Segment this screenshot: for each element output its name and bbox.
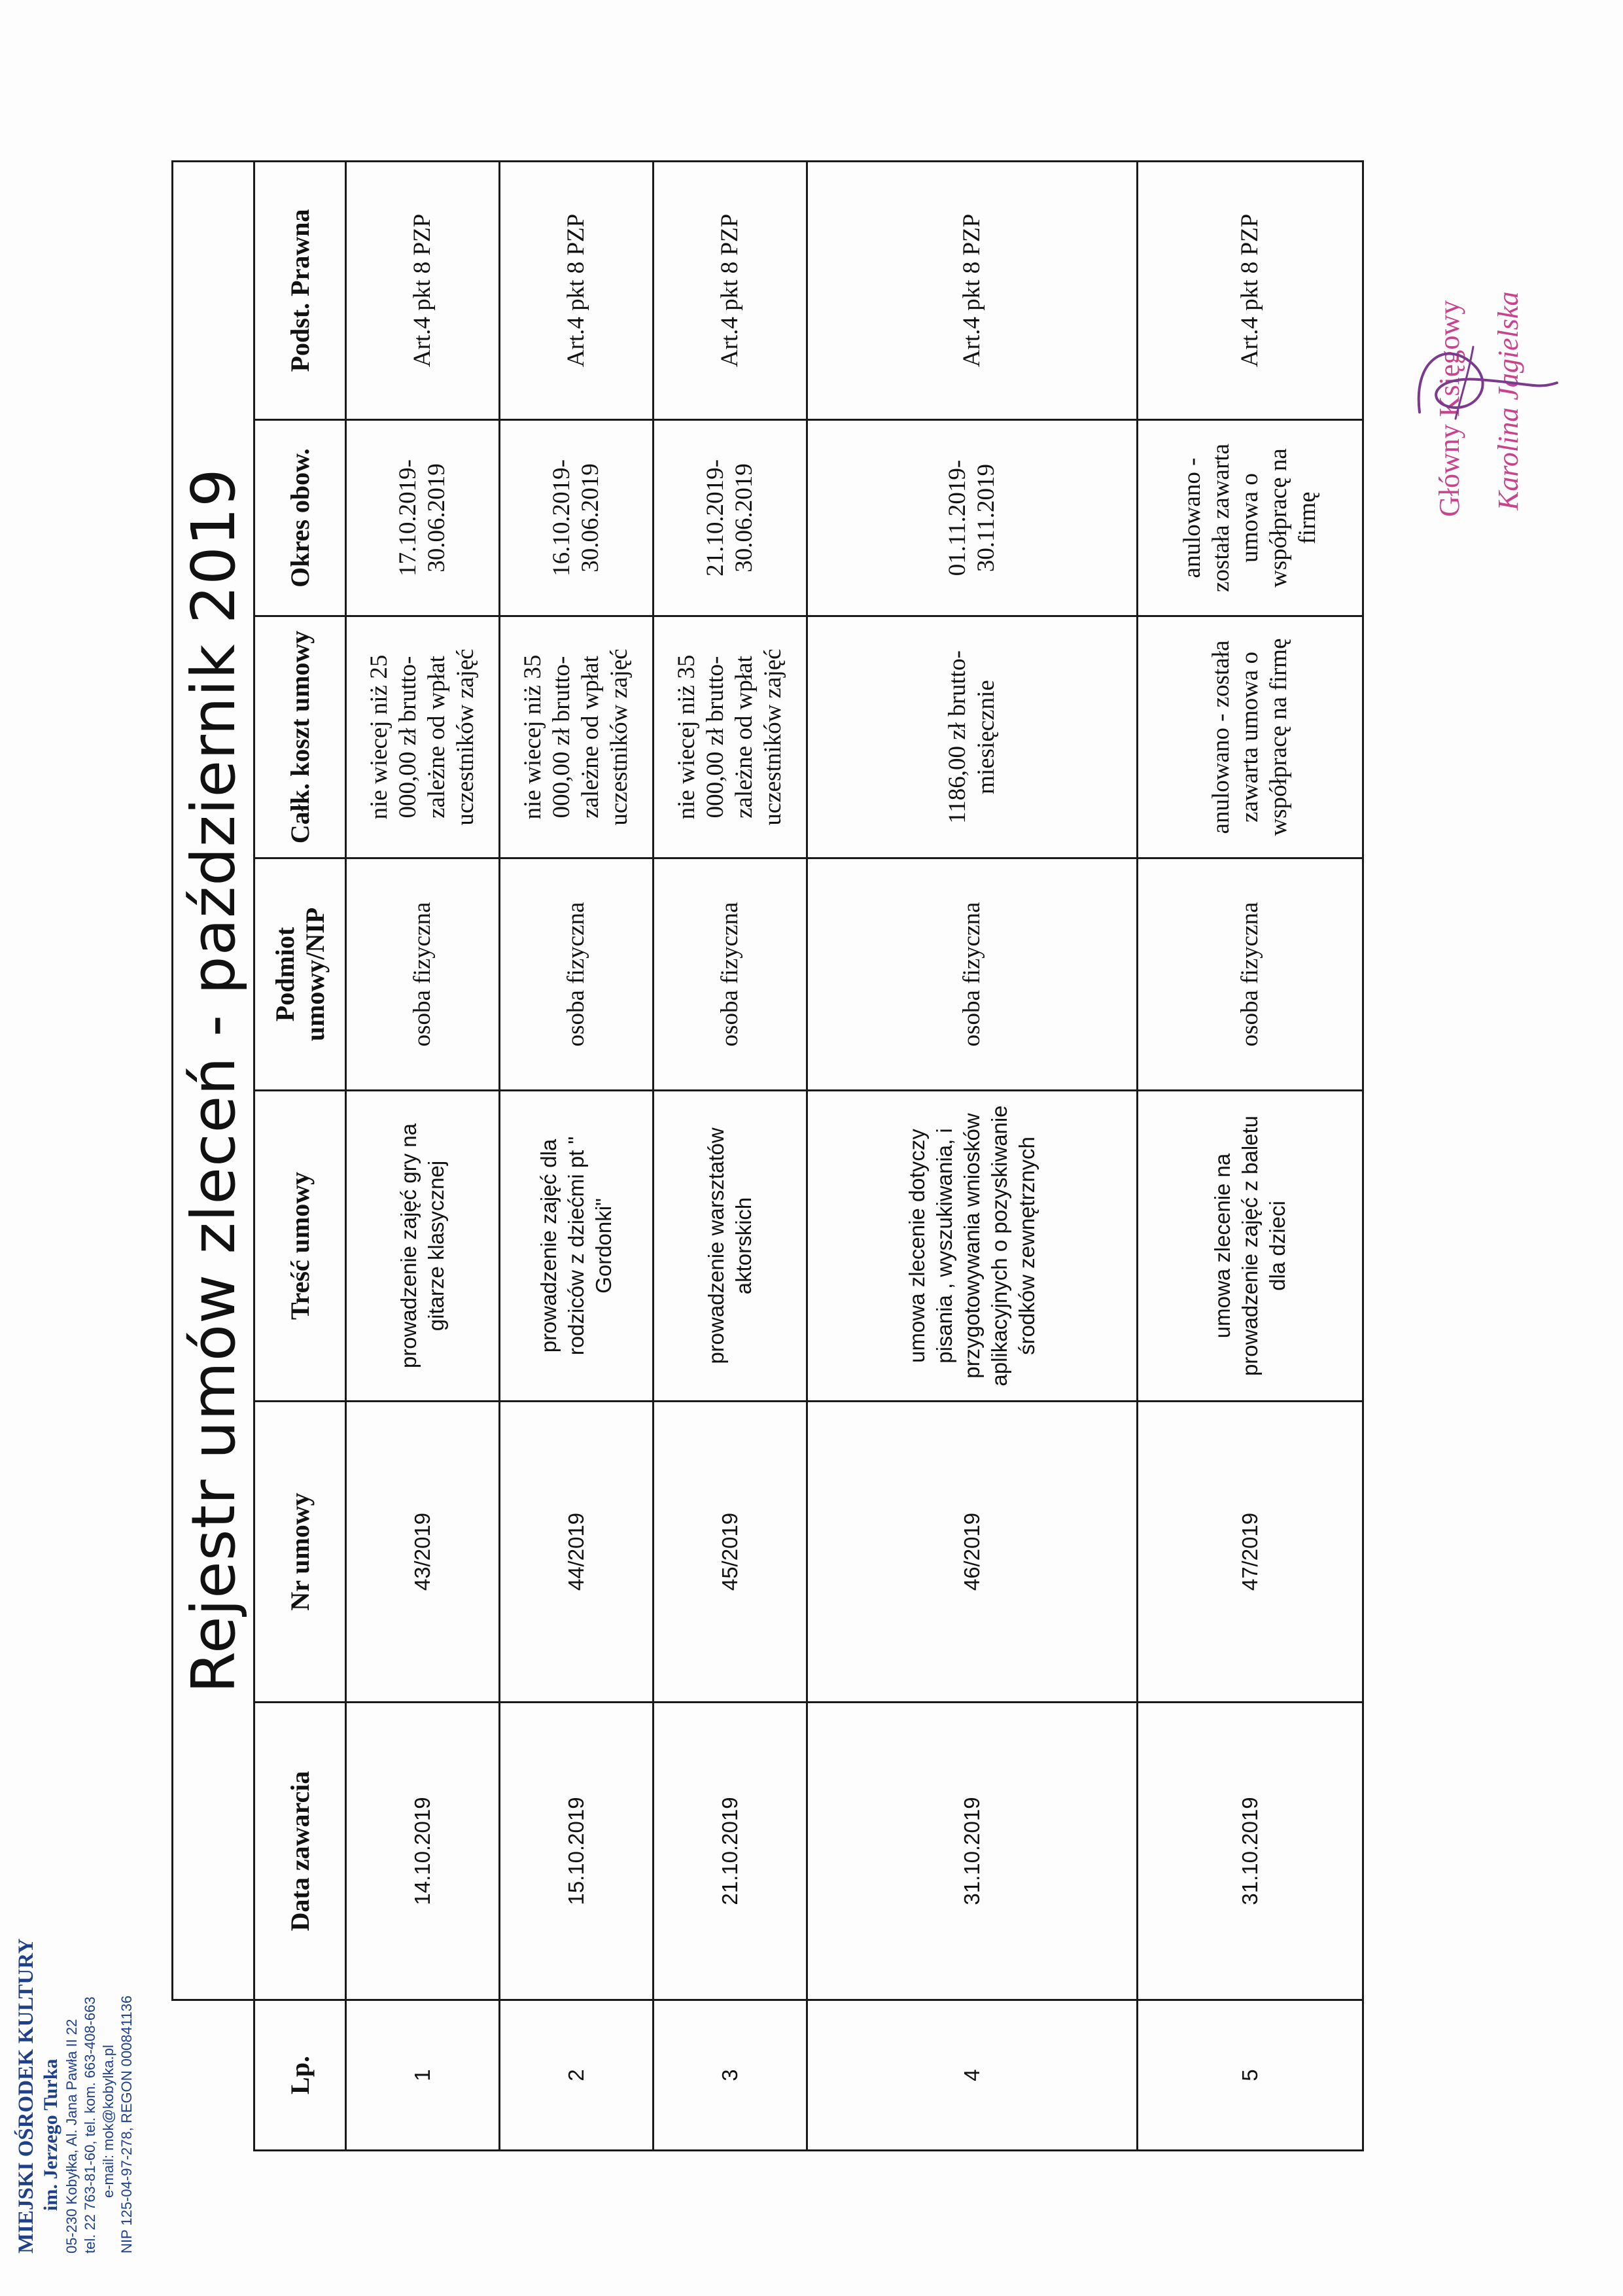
cell-nr: 45/2019 — [654, 1402, 807, 1703]
header-row — [254, 161, 346, 2150]
stamp-email: e-mail: mok@kobylka.pl — [100, 2045, 116, 2198]
cell-podstawa: Art.4 pkt 8 PZP — [346, 161, 500, 419]
cell-nr: 44/2019 — [500, 1402, 654, 1703]
cell-nr: 47/2019 — [1138, 1402, 1363, 1703]
cell-podstawa: Art.4 pkt 8 PZP — [807, 161, 1138, 419]
signature-name: Karolina Jagielska — [1492, 291, 1524, 510]
header-tresc-umowy: Treść umowy — [254, 1091, 346, 1402]
cell-podstawa: Art.4 pkt 8 PZP — [500, 161, 654, 419]
signature-stroke — [1456, 347, 1473, 419]
cell-lp: 4 — [807, 2000, 1138, 2151]
cell-nr: 46/2019 — [807, 1402, 1138, 1703]
institution-stamp — [0, 1900, 183, 2296]
cell-tresc: prowadzenie zajęć gry na gitarze klasycznej — [346, 1091, 500, 1402]
cell-podmiot: osoba fizyczna — [1138, 858, 1363, 1091]
register-table — [171, 160, 1364, 2151]
cell-tresc: prowadzenie warsztatów aktorskich — [654, 1091, 807, 1402]
table-row — [500, 161, 654, 2150]
table-row — [807, 161, 1138, 2150]
cell-okres: 01.11.2019-30.11.2019 — [807, 420, 1138, 616]
cell-koszt: 1186,00 zł brutto- miesięcznie — [807, 616, 1138, 858]
cell-data: 21.10.2019 — [654, 1703, 807, 2000]
stamp-ids: NIP 125-04-97-278, REGON 000841136 — [118, 1995, 135, 2253]
header-podmiot: Podmiot umowy/NIP — [254, 858, 346, 1091]
accountant-signature — [1321, 249, 1609, 523]
header-lp: Lp. — [254, 2000, 346, 2151]
cell-koszt: anulowano - została zawarta umowa o współpracę na firmę — [1138, 616, 1363, 858]
cell-data: 15.10.2019 — [500, 1703, 654, 2000]
cell-okres: 17.10.2019-30.06.2019 — [346, 420, 500, 616]
stamp-phone: tel. 22 763-81-60, tel. kom. 663-408-663 — [82, 1996, 98, 2253]
signature-role: Główny Księgowy — [1433, 300, 1465, 517]
table-row — [1138, 161, 1363, 2150]
stamp-patron: im. Jerzego Turka — [40, 2058, 61, 2211]
cell-nr: 43/2019 — [346, 1402, 500, 1703]
header-podstawa: Podst. Prawna — [254, 161, 346, 419]
cell-data: 31.10.2019 — [807, 1703, 1138, 2000]
stamp-address: 05-230 Kobyłka, Al. Jana Pawła II 22 — [63, 2019, 80, 2253]
header-koszt: Całk. koszt umowy — [254, 616, 346, 858]
cell-lp: 1 — [346, 2000, 500, 2151]
cell-podmiot: osoba fizyczna — [500, 858, 654, 1091]
cell-podmiot: osoba fizyczna — [807, 858, 1138, 1091]
cell-data: 14.10.2019 — [346, 1703, 500, 2000]
table-row — [654, 161, 807, 2150]
signature-scribble — [1419, 354, 1557, 412]
register-sheet — [171, 162, 1362, 2151]
cell-podstawa: Art.4 pkt 8 PZP — [1138, 161, 1363, 419]
header-nr-umowy: Nr umowy — [254, 1402, 346, 1703]
cell-lp: 3 — [654, 2000, 807, 2151]
document-title: Rejestr umów zleceń - październik 2019 — [173, 161, 254, 2000]
cell-lp: 5 — [1138, 2000, 1363, 2151]
title-row — [173, 161, 254, 2150]
cell-koszt: nie wiecej niż 25 000,00 zł brutto- zależne od wpłat uczestników zajęć — [346, 616, 500, 858]
stamp-name: MIEJSKI OŚRODEK KULTURY — [14, 1938, 38, 2253]
header-data-zawarcia: Data zawarcia — [254, 1703, 346, 2000]
cell-podmiot: osoba fizyczna — [654, 858, 807, 1091]
table-row — [346, 161, 500, 2150]
cell-okres: 16.10.2019-30.06.2019 — [500, 420, 654, 616]
cell-lp: 2 — [500, 2000, 654, 2151]
cell-koszt: nie wiecej niż 35 000,00 zł brutto- zależne od wpłat uczestników zajęć — [500, 616, 654, 858]
cell-podmiot: osoba fizyczna — [346, 858, 500, 1091]
cell-tresc: umowa zlecenie dotyczy pisania , wyszukiwania, i przygotowywania wniosków aplikacyjnych o pozyskiwanie środków zewnętrznych — [807, 1091, 1138, 1402]
cell-okres: anulowano - została zawarta umowa o współpracę na firmę — [1138, 420, 1363, 616]
cell-podstawa: Art.4 pkt 8 PZP — [654, 161, 807, 419]
header-okres: Okres obow. — [254, 420, 346, 616]
cell-tresc: prowadzenie zajęć dla rodziców z dziećmi pt " Gordonki" — [500, 1091, 654, 1402]
cell-data: 31.10.2019 — [1138, 1703, 1363, 2000]
cell-tresc: umowa zlecenie na prowadzenie zajęć z baletu dla dzieci — [1138, 1091, 1363, 1402]
cell-koszt: nie wiecej niż 35 000,00 zł brutto- zależne od wpłat uczestników zajęć — [654, 616, 807, 858]
cell-okres: 21.10.2019-30.06.2019 — [654, 420, 807, 616]
